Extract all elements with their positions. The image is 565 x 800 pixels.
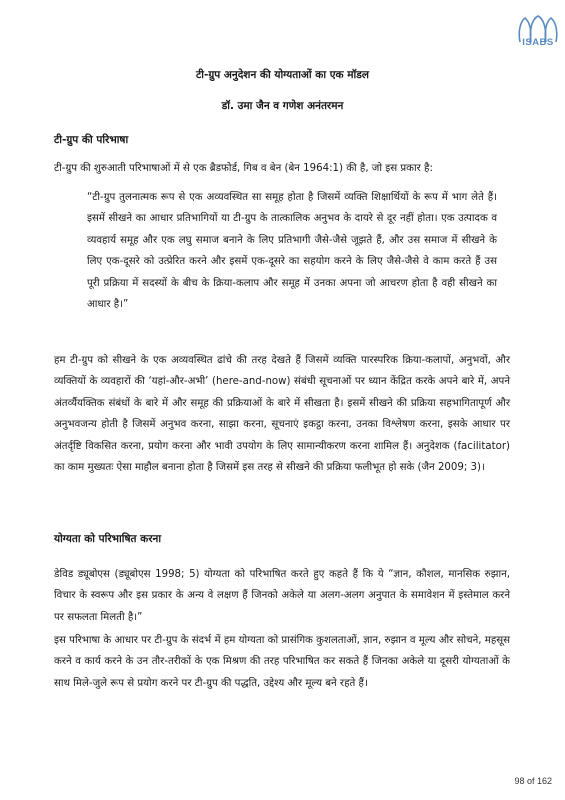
body-paragraph-t-group-competency: इस परिभाषा के आधार पर टी-ग्रुप के संदर्भ में हम योग्यता को प्रासंगिक कुशलताओं, ज्ञान, रुझान व मूल्य और सोचने, महसूस करने व कार्य करने के उन तौर-तरीकों के एक मिश्रण की तरह परिभाषित कर सकते हैं जिनका अकेले या दूसरी योग्यताओं के साथ मिले-जुले रूप से प्रयोग करने पर टी-ग्रुप की पद्धति, उद्देश्य और मूल्य बने रहते हैं। [54,635,510,689]
body-paragraph-dubois-definition: डेविड ड्यूबोएस (ड्यूबोएस 1998; 5) योग्यता को परिभाषित करते हुए कहते हैं कि ये “ज्ञान, कौशल, मानसिक रुझान, विचार के स्वरूप और इस प्रकार के अन्य वे लक्षण हैं जिनको अकेले या अलग-अलग अनुपात के समावेशन में इस्तेमाल करने पर सफलता मिलती है।” [54,569,510,623]
page-number: 98 of 162 [514,776,552,786]
section-heading-competency-definition: योग्यता को परिभाषित करना [54,533,162,545]
block-quote: “टी-ग्रुप तुलनात्मक रूप से एक अव्यवस्थित सा समूह होता है जिसमें व्यक्ति शिक्षार्थियों के रूप में भाग लेते हैं। इसमें सीखने का आधार प्रतिभागियों या टी-ग्रुप के तात्कालिक अनुभव के दायरे से दूर नहीं होता। एक उत्पादक व व्यवहार्य समूह और एक लघु समाज बनाने के लिए प्रतिभागी जैसे-जैसे जूझते हैं, और उस समाज में सीखने के लिए एक-दूसरे को उत्प्रेरित करने और इसमें एक-दूसरे का सहयोग करने के लिए जैसे-जैसे वे काम करते हैं उस पूरी प्रक्रिया में सदस्यों के बीच के क्रिया-कलाप और समूह में उनका अपना जो आचरण होता है वही सीखने का आधार है।” [87,192,497,311]
logo-text: ISABS [522,37,554,48]
document-authors: डॉ. उमा जैन व गणेश अनंतरमन [221,100,344,112]
document-title: टी-ग्रुप अनुदेशन की योग्यताओं का एक मॉडल [195,69,370,81]
intro-paragraph: टी-ग्रुप की शुरुआती परिभाषाओं में से एक ब्रैडफोर्ड, गिब व बेन (बेन 1964:1) की है, जो इस प्रकार है: [54,163,433,174]
body-paragraph-t-group-view: हम टी-ग्रुप को सीखने के एक अव्यवस्थित ढांचे की तरह देखते हैं जिसमें व्यक्ति पारस्परिक क्रिया-कलापों, अनुभवों, और व्यक्तियों के व्यवहारों की ‘यहां-और-अभी’ (here-and-now) संबंधी सूचनाओं पर ध्यान केंद्रित करके अपने बारे में, अपने अंतर्व्यैयक्तिक संबंधों के बारे में और समूह की प्रक्रियाओं के बारे में सीखता है। इसमें सीखने की प्रक्रिया सहभागितापूर्ण और अनुभवजन्य होती है जिसमें अनुभव करना, साझा करना, सूचनाएं इकट्ठा करना, उनका विश्लेषण करना, इसके आधार पर अंतर्दृष्टि विकसित करना, प्रयोग करना और भावी उपयोग के लिए सामान्यीकरण करना शामिल हैं। अनुदेशक (facilitator) का काम मुख्यतः ऐसा माहौल बनाना होता है जिसमें इस तरह से सीखने की प्रक्रिया फलीभूत हो सके (जैन 2009; 3)। [54,355,510,474]
section-heading-t-group-definition: टी-ग्रुप की परिभाषा [54,134,129,146]
